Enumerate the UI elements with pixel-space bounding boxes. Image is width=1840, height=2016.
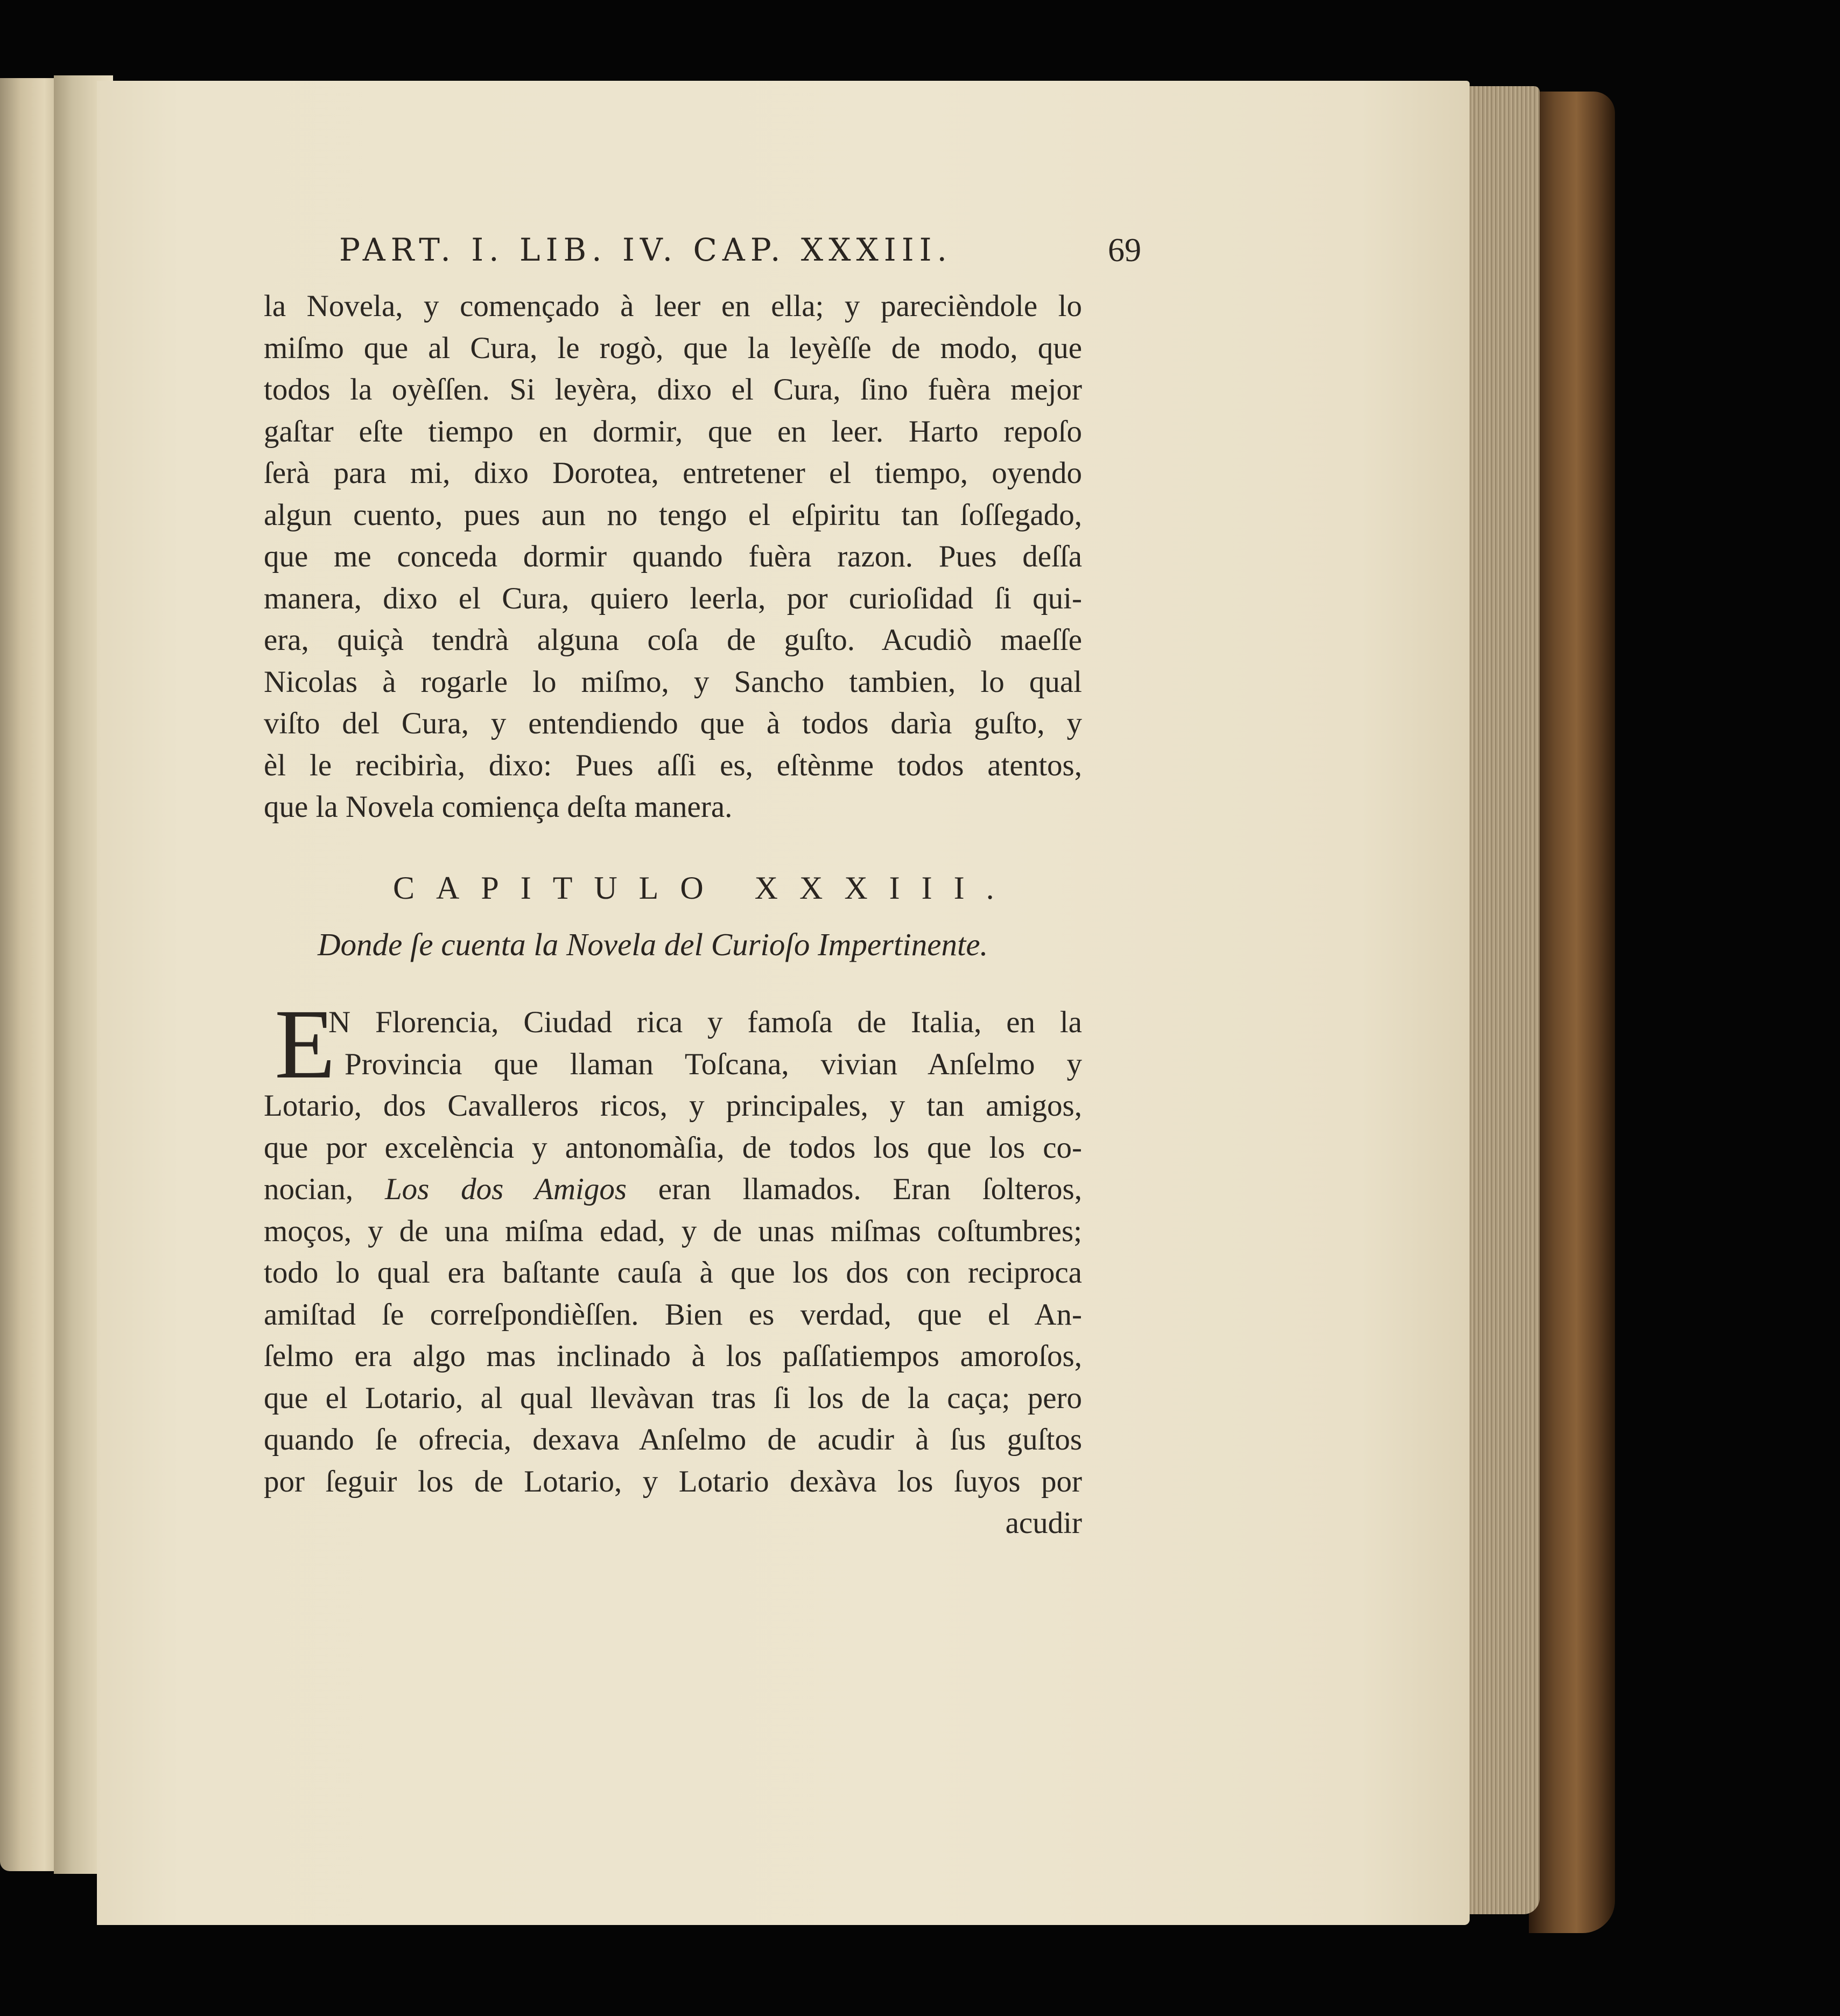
drop-cap: E xyxy=(275,989,336,1100)
text-line: algun cuento, pues aun no tengo el eſpiritu tan ſoſſegado, xyxy=(264,498,1082,532)
text-line: èl le recibirìa, dixo: Pues aſſi es, eſtènme todos atentos, xyxy=(264,748,1082,782)
text-line: amiſtad ſe correſpondièſſen. Bien es verdad, que el An- xyxy=(264,1297,1082,1332)
chapter-subtitle: Donde ſe cuenta la Novela del Curioſo Impertinente. xyxy=(318,927,988,962)
text-line: quando ſe ofrecia, dexava Anſelmo de acudir à ſus guſtos xyxy=(264,1423,1082,1457)
paragraph-1 xyxy=(264,285,1082,828)
page-block-edges xyxy=(1467,86,1540,1914)
text-line: que por excelència y antonomàſia, de todos los que los co- xyxy=(264,1130,1082,1165)
text-line: todos la oyèſſen. Si leyèra, dixo el Cura, ſino fuèra mejor xyxy=(264,373,1082,407)
page-number: 69 xyxy=(1108,232,1141,269)
text-line: por ſeguir los de Lotario, y Lotario dexàva los ſuyos por xyxy=(264,1464,1082,1499)
text-line: N Florencia, Ciudad rica y famoſa de Italia, en la xyxy=(328,1005,1082,1039)
text-line: la Novela, y començado à leer en ella; y parecièndole lo xyxy=(264,289,1082,323)
text-line: todo lo qual era baſtante cauſa à que los dos con reciproca xyxy=(264,1256,1082,1290)
text-line: moços, y de una miſma edad, y de unas miſmas coſtumbres; xyxy=(264,1214,1082,1248)
running-head: PART. I. LIB. IV. CAP. XXXIII. xyxy=(339,232,952,268)
leather-binding xyxy=(1529,92,1615,1933)
text-line: ſerà para mi, dixo Dorotea, entretener el tiempo, oyendo xyxy=(264,456,1082,490)
text-line: manera, dixo el Cura, quiero leerla, por curioſidad ſi qui- xyxy=(264,581,1082,615)
text-line: Lotario, dos Cavalleros ricos, y principales, y tan amigos, xyxy=(264,1089,1082,1123)
text-fragment: nocian, xyxy=(264,1172,385,1206)
text-line: Nicolas à rogarle lo miſmo, y Sancho tambien, lo qual xyxy=(264,664,1082,699)
facing-page-edge xyxy=(0,78,59,1871)
text-fragment: eran llamados. Eran ſolteros, xyxy=(627,1172,1082,1206)
text-line: que la Novela comiença deſta manera. xyxy=(264,790,733,824)
catchword: acudir xyxy=(1005,1506,1082,1540)
text-line: Provincia que llaman Toſcana, vivian Anſelmo y xyxy=(345,1047,1082,1081)
paragraph-2 xyxy=(264,989,1082,1544)
text-line: gaſtar eſte tiempo en dormir, que en leer. Harto repoſo xyxy=(264,414,1082,449)
text-line: viſto del Cura, y entendiendo que à todos darìa guſto, y xyxy=(264,706,1082,740)
text-line: que me conceda dormir quando fuèra razon. Pues deſſa xyxy=(264,540,1082,573)
italic-phrase: Los dos Amigos xyxy=(384,1172,627,1206)
text-line xyxy=(264,1168,1082,1210)
text-line: ſelmo era algo mas inclinado à los paſſatiempos amoroſos, xyxy=(264,1339,1082,1373)
text-line: era, quiçà tendrà alguna coſa de guſto. Acudiò maeſſe xyxy=(264,623,1082,657)
text-line: miſmo que al Cura, le rogò, que la leyèſſe de modo, que xyxy=(264,331,1082,365)
chapter-heading: CAPITULO XXXIII. xyxy=(393,870,1016,906)
text-line: que el Lotario, al qual llevàvan tras ſi los de la caça; pero xyxy=(264,1381,1082,1415)
